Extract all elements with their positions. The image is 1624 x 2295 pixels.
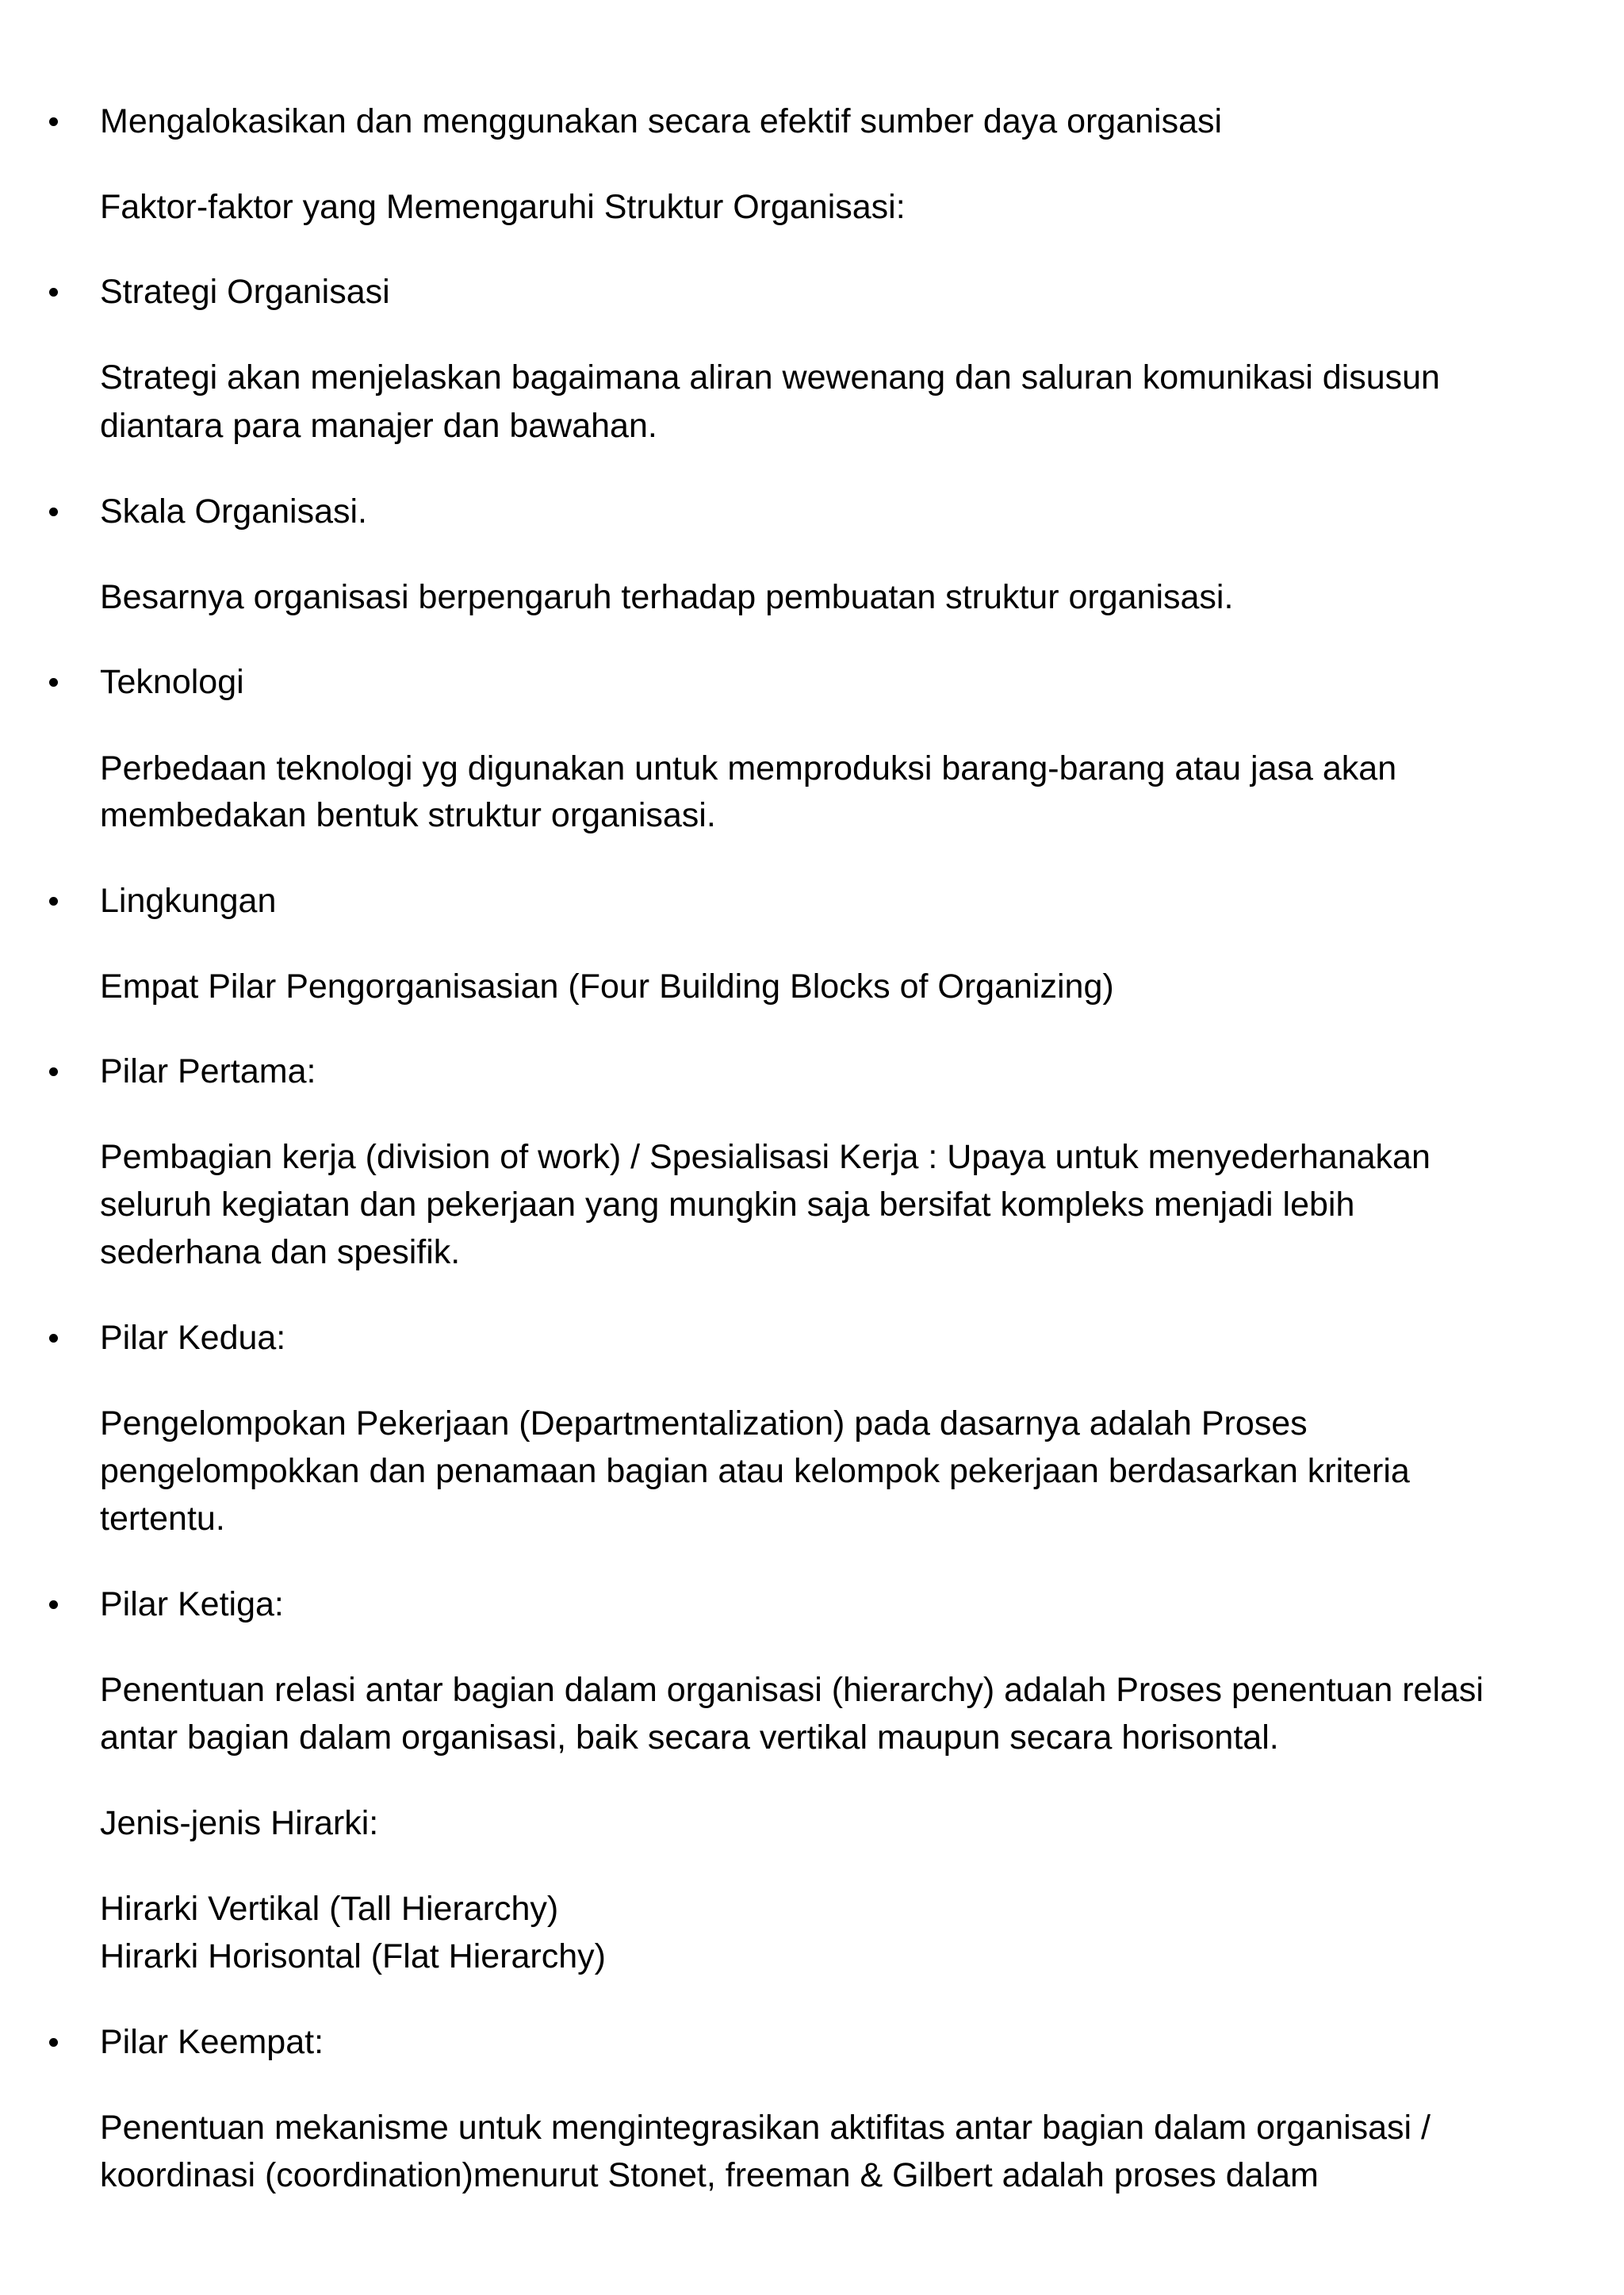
bullet-icon [49,288,58,297]
bullet-icon [49,1600,58,1609]
text-line: Penentuan relasi antar bagian dalam organisasi (hierarchy) adalah Proses penentuan relasi [100,1671,1484,1709]
text-line: pengelompokkan dan penamaan bagian atau kelompok pekerjaan berdasarkan kriteria [100,1452,1410,1490]
text-line: Jenis-jenis Hirarki: [100,1804,379,1842]
bullet-text: Pilar Kedua: [100,1319,286,1357]
text-line: antar bagian dalam organisasi, baik secara vertikal maupun secara horisontal. [100,1718,1279,1757]
bullet-text: Strategi Organisasi [100,273,390,311]
text-line: Hirarki Vertikal (Tall Hierarchy) [100,1890,559,1928]
bullet-icon [49,117,58,126]
text-line: Empat Pilar Pengorganisasian (Four Building Blocks of Organizing) [100,967,1114,1006]
text-line: Perbedaan teknologi yg digunakan untuk memproduksi barang-barang atau jasa akan [100,749,1397,787]
bullet-text: Skala Organisasi. [100,492,367,531]
text-line: Strategi akan menjelaskan bagaimana aliran wewenang dan saluran komunikasi disusun [100,358,1440,397]
bullet-icon [49,1067,58,1076]
bullet-text: Teknologi [100,663,244,701]
bullet-text: Pilar Pertama: [100,1052,316,1090]
text-line: sederhana dan spesifik. [100,1233,461,1271]
text-line: Penentuan mekanisme untuk mengintegrasikan aktifitas antar bagian dalam organisasi / [100,2109,1431,2147]
bullet-text: Lingkungan [100,882,277,920]
text-line: tertentu. [100,1500,225,1538]
bullet-icon [49,1334,58,1343]
bullet-text: Mengalokasikan dan menggunakan secara efektif sumber daya organisasi [100,102,1223,140]
text-line: diantara para manajer dan bawahan. [100,407,657,445]
bullet-icon [49,678,58,687]
text-line: Pengelompokan Pekerjaan (Departmentalization) pada dasarnya adalah Proses [100,1404,1308,1443]
text-line: seluruh kegiatan dan pekerjaan yang mungkin saja bersifat kompleks menjadi lebih [100,1186,1355,1224]
bullet-icon [49,508,58,516]
bullet-text: Pilar Keempat: [100,2023,324,2061]
text-line: Hirarki Horisontal (Flat Hierarchy) [100,1937,606,1975]
text-line: Pembagian kerja (division of work) / Spesialisasi Kerja : Upaya untuk menyederhanakan [100,1138,1431,1176]
bullet-icon [49,2038,58,2047]
bullet-icon [49,897,58,906]
bullet-text: Pilar Ketiga: [100,1585,284,1623]
text-line: koordinasi (coordination)menurut Stonet, freeman & Gilbert adalah proses dalam [100,2156,1319,2194]
text-line: Faktor-faktor yang Memengaruhi Struktur Organisasi: [100,188,906,226]
text-line: Besarnya organisasi berpengaruh terhadap pembuatan struktur organisasi. [100,578,1234,616]
text-line: membedakan bentuk struktur organisasi. [100,796,716,834]
